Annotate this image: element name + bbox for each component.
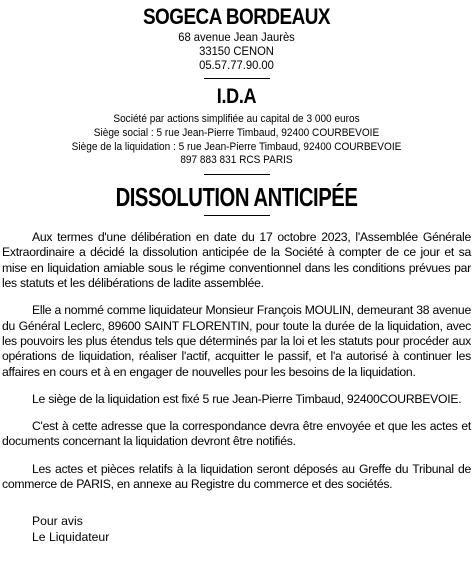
spacer (2, 380, 471, 392)
notice-title: DISSOLUTION ANTICIPÉE (115, 182, 358, 213)
agency-header (2, 4, 471, 79)
agency-phone: 05.57.77.90.00 (199, 58, 274, 72)
notice-title-block (2, 183, 471, 216)
agency-address: 68 avenue Jean Jaurès (178, 30, 295, 44)
paragraph-dissolution: Aux termes d'une délibération en date du 17 octobre 2023, l'Assemblée Générale Extraordinaire a décidé la dissolution anticipée de la Société à compter de ce jour et sa mise en liquidation amiable sous le régime conventionnel dans les conditions prévues par les statuts et les délibérations de ladite assemblée. (2, 230, 471, 291)
paragraph-liquidator: Elle a nommé comme liquidateur Monsieur François MOULIN, demeurant 38 avenue du Général Leclerc, 89600 SAINT FLORENTIN, pour toute la durée de la liquidation, avec les pouvoirs les plus étendus tels que déterminés par la loi et les statuts pour procéder aux opérations de liquidation, réaliser l'actif, acquitter le passif, et l'a autorisé à continuer les affaires en cours et à en engager de nouvelles pour les besoins de la liquidation. (2, 303, 471, 379)
company-rcs-number: 897 883 831 RCS PARIS (180, 154, 293, 167)
closing-line-for-notice: Pour avis (32, 514, 83, 529)
spacer (2, 450, 471, 462)
agency-name: SOGECA BORDEAUX (142, 4, 331, 29)
spacer (2, 216, 471, 230)
company-legal-form: Société par actions simplifiée au capital de 3 000 euros (113, 113, 360, 125)
paragraph-correspondence: C'est à cette adresse que la correspondance devra être envoyée et que les actes et documents concernant la liquidation devront être notifiés. (2, 419, 471, 449)
company-name: I.D.A (216, 85, 257, 108)
paragraph-filing: Les actes et pièces relatifs à la liquidation seront déposés au Greffe du Tribunal de commerce de PARIS, en annexe au Registre du commerce et des sociétés. (2, 461, 471, 492)
spacer (2, 407, 471, 419)
closing-line-liquidator: Le Liquidateur (32, 529, 110, 544)
company-liquidation-office: Siège de la liquidation : 5 rue Jean-Pierre Timbaud, 92400 COURBEVOIE (71, 140, 402, 153)
company-header (2, 85, 471, 175)
notice-body (2, 230, 471, 492)
divider (204, 174, 270, 175)
spacer (2, 492, 471, 514)
company-registered-office: Siège social : 5 rue Jean-Pierre Timbaud, 92400 COURBEVOIE (93, 126, 380, 139)
divider (204, 78, 270, 79)
agency-city: 33150 CENON (199, 44, 274, 58)
spacer (2, 291, 471, 303)
paragraph-liquidation-seat: Le siège de la liquidation est fixé 5 rue Jean-Pierre Timbaud, 92400COURBEVOIE. (32, 391, 462, 406)
